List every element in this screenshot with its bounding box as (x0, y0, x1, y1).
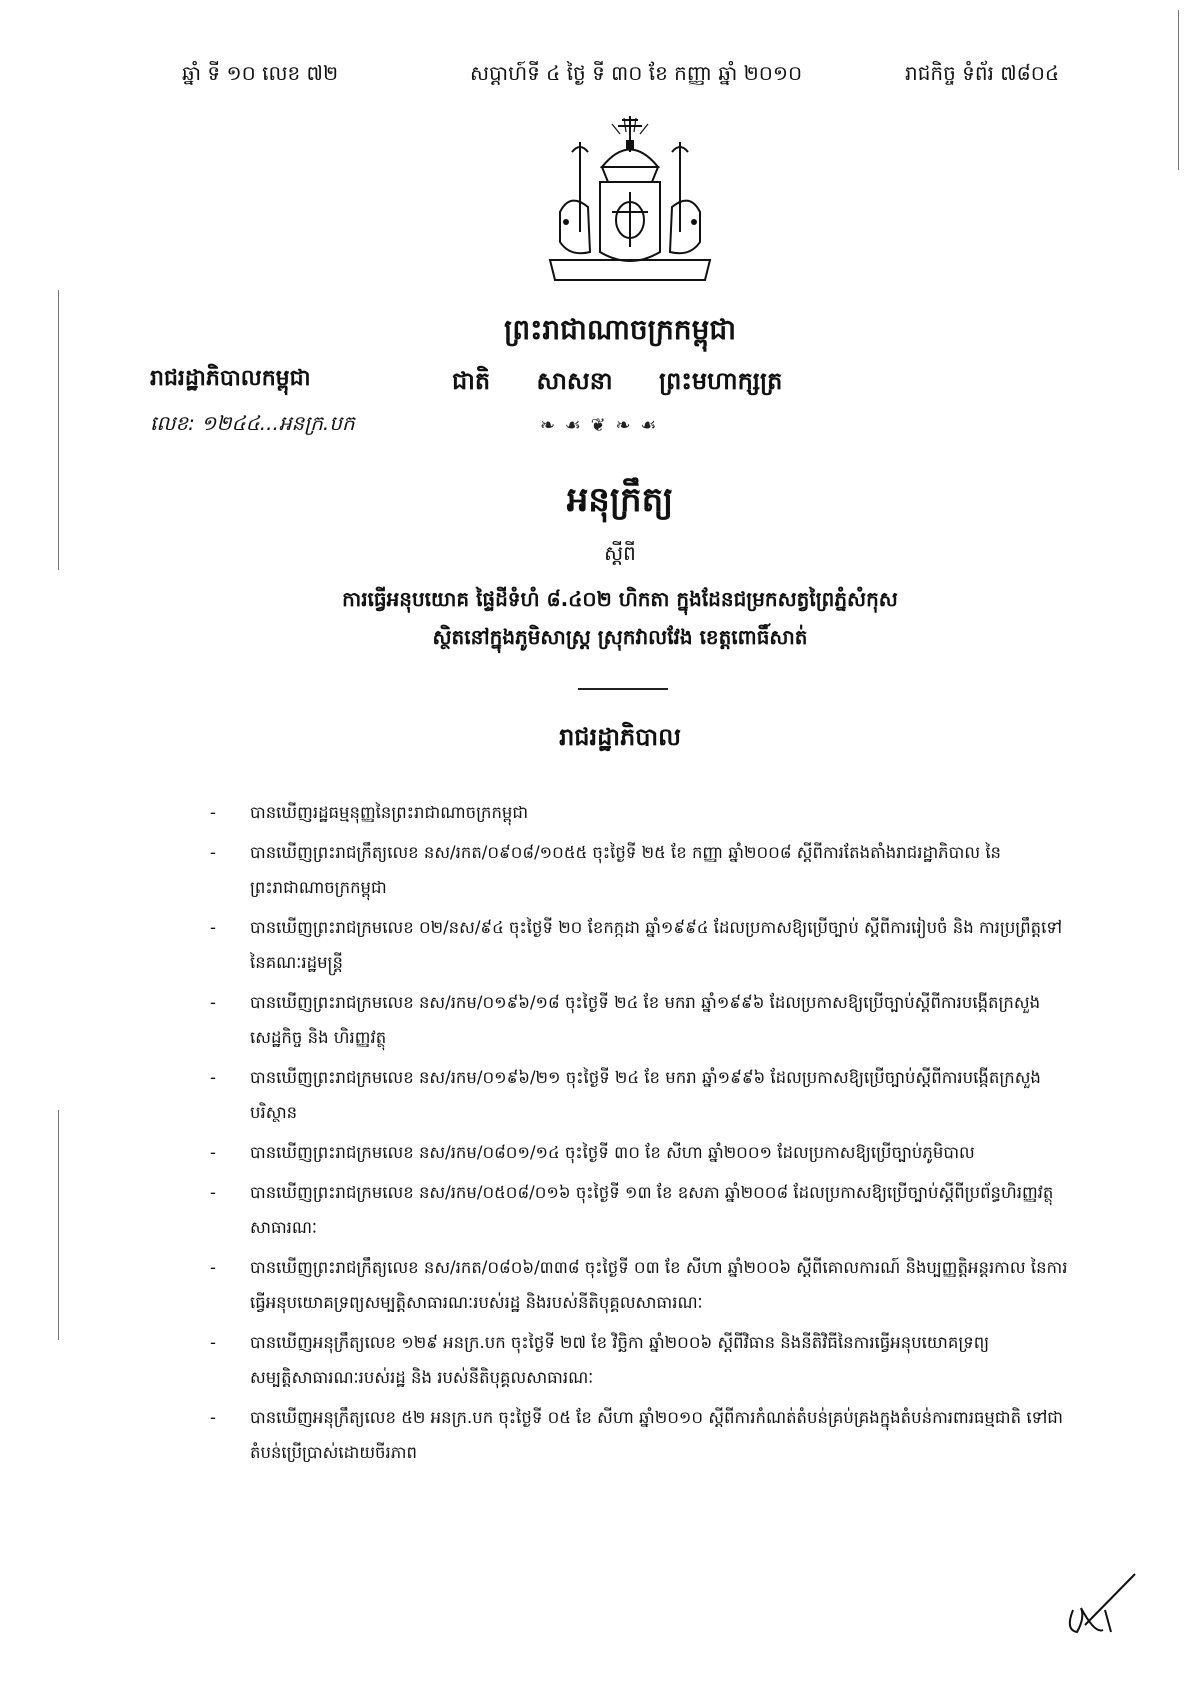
list-item: - បានឃើញព្រះរាជក្រមលេខ នស/រកម/០១៩៦/២១ ចុះថ្ងៃទី ២៤ ខែ មករា ឆ្នាំ១៩៩៦ ដែលប្រកាសឱ្យប្រើច្បាប់ស្តីពីការបង្កើតក្រសួងបរិស្ថាន (210, 1068, 1041, 1122)
header-page: រាជកិច្ច ទំព័រ ៧៨០៤ (905, 61, 1060, 85)
motto-king: ព្រះមហាក្សត្រ (658, 367, 783, 395)
legal-references-list (210, 795, 1070, 1475)
initial-signature (1055, 1570, 1145, 1640)
issuer-name: រាជរដ្ឋាភិបាលកម្ពុជា (150, 366, 311, 391)
motto-nation: ជាតិ (452, 367, 491, 395)
header-issue: ឆ្នាំ ទី ១០ លេខ ៧២ (182, 61, 339, 85)
list-item: - បានឃើញអនុក្រឹត្យលេខ ៥២ អនក្រ.បក ចុះថ្ងៃទី ០៥ ខែ សីហា ឆ្នាំ២០១០ ស្តីពីការកំណត់តំបន់គ្រប់គ្រងក្នុងតំបន់ការពារធម្មជាតិ ទៅជាតំបន់ប្រើប្រាស់ដោយចីរភាព (210, 1408, 1063, 1462)
royal-arms-icon (540, 112, 720, 287)
list-item: - បានឃើញរដ្ឋធម្មនុញ្ញនៃព្រះរាជាណាចក្រកម្ពុជា (210, 803, 529, 822)
header-date: សប្តាហ៍ទី ៤ ថ្ងៃ ទី ៣០ ខែ កញ្ញា ឆ្នាំ ២០១០ (470, 61, 803, 85)
reference-number: លេខ: ១២៤៤...អនក្រ.បក (150, 411, 355, 435)
kingdom-name: ព្រះរាជាណាចក្រកម្ពុជា (503, 313, 736, 346)
document-subject (180, 580, 1060, 656)
document-title: អនុក្រឹត្យ (566, 480, 674, 520)
scan-margin-mark (58, 1110, 59, 1340)
list-item: - បានឃើញព្រះរាជក្រមលេខ នស/រកម/០៥០៨/០១៦ ចុះថ្ងៃទី ១៣ ខែ ឧសភា ឆ្នាំ២០០៨ ដែលប្រកាសឱ្យប្រើច្បាប់ស្តីពីប្រព័ន្ធហិរញ្ញវត្ថុ សាធារណៈ (210, 1183, 1054, 1237)
concerning-label: ស្តីពី (604, 541, 636, 565)
list-item: - បានឃើញអនុក្រឹត្យលេខ ១២៩ អនក្រ.បក ចុះថ្ងៃទី ២៧ ខែ វិច្ឆិកា ឆ្នាំ២០០៦ ស្តីពីវិធាន និងនីតិវិធីនៃការធ្វើអនុបយោគទ្រព្យសម្បត្តិសាធារណៈរបស់រដ្ឋ និង របស់នីតិបុគ្គលសាធារណៈ (210, 1333, 990, 1387)
list-item: - បានឃើញព្រះរាជក្រមលេខ ០២/នស/៩៤ ចុះថ្ងៃទី ២០ ខែកក្កដា ឆ្នាំ១៩៩៤ ដែលប្រកាសឱ្យប្រើច្បាប់ ស្តីពីការរៀបចំ និង ការប្រព្រឹត្តទៅនៃគណៈរដ្ឋមន្ត្រី (210, 918, 1063, 972)
scan-margin-mark (1178, 10, 1179, 170)
list-item: - បានឃើញព្រះរាជក្រមលេខ នស/រកម/០១៩៦/១៨ ចុះថ្ងៃទី ២៤ ខែ មករា ឆ្នាំ១៩៩៦ ដែលប្រកាសឱ្យប្រើច្បាប់ស្តីពីការបង្កើតក្រសួងសេដ្ឋកិច្ច និង ហិរញ្ញវត្ថុ (210, 993, 1041, 1047)
gazette-header (0, 60, 1190, 100)
scan-margin-mark (58, 290, 59, 570)
subject-line: ការធ្វើអនុបយោគ ផ្ទៃដីទំហំ ៨.៤០២ ហិកតា ក្នុងដែនជម្រកសត្វព្រៃភ្នំសំកុស (342, 587, 898, 611)
motto-religion: សាសនា (536, 367, 613, 395)
subject-line: ស្ថិតនៅក្នុងភូមិសាស្ត្រ ស្រុកវាលវែង ខេត្តពោធិ៍សាត់ (432, 625, 808, 649)
national-motto (452, 366, 820, 401)
list-item: - បានឃើញព្រះរាជក្រឹត្យលេខ នស/រកត/០៨០៦/៣៣៨ ចុះថ្ងៃទី ០៣ ខែ សីហា ឆ្នាំ២០០៦ ស្តីពីគោលការណ៍ និងប្បញ្ញត្តិអន្តរកាល នៃការធ្វើអនុបយោគទ្រព្យសម្បត្តិសាធារណៈរបស់រដ្ឋ និងរបស់នីតិបុគ្គលសាធារណៈ (210, 1258, 1068, 1312)
government-heading: រាជរដ្ឋាភិបាល (559, 723, 681, 751)
title-divider (578, 688, 668, 690)
ornament-divider: ❧ ☙ ❦ ❧ ☙ (540, 415, 659, 436)
list-item: - បានឃើញព្រះរាជក្រឹត្យលេខ នស/រកត/០៩០៨/១០៥៥ ចុះថ្ងៃទី ២៥ ខែ កញ្ញា ឆ្នាំ២០០៨ ស្តីពីការតែងតាំងរាជរដ្ឋាភិបាល នៃព្រះរាជាណាចក្រកម្ពុជា (210, 843, 1002, 897)
list-item: - បានឃើញព្រះរាជក្រមលេខ នស/រកម/០៨០១/១៤ ចុះថ្ងៃទី ៣០ ខែ សីហា ឆ្នាំ២០០១ ដែលប្រកាសឱ្យប្រើច្បាប់ភូមិបាល (210, 1143, 975, 1162)
